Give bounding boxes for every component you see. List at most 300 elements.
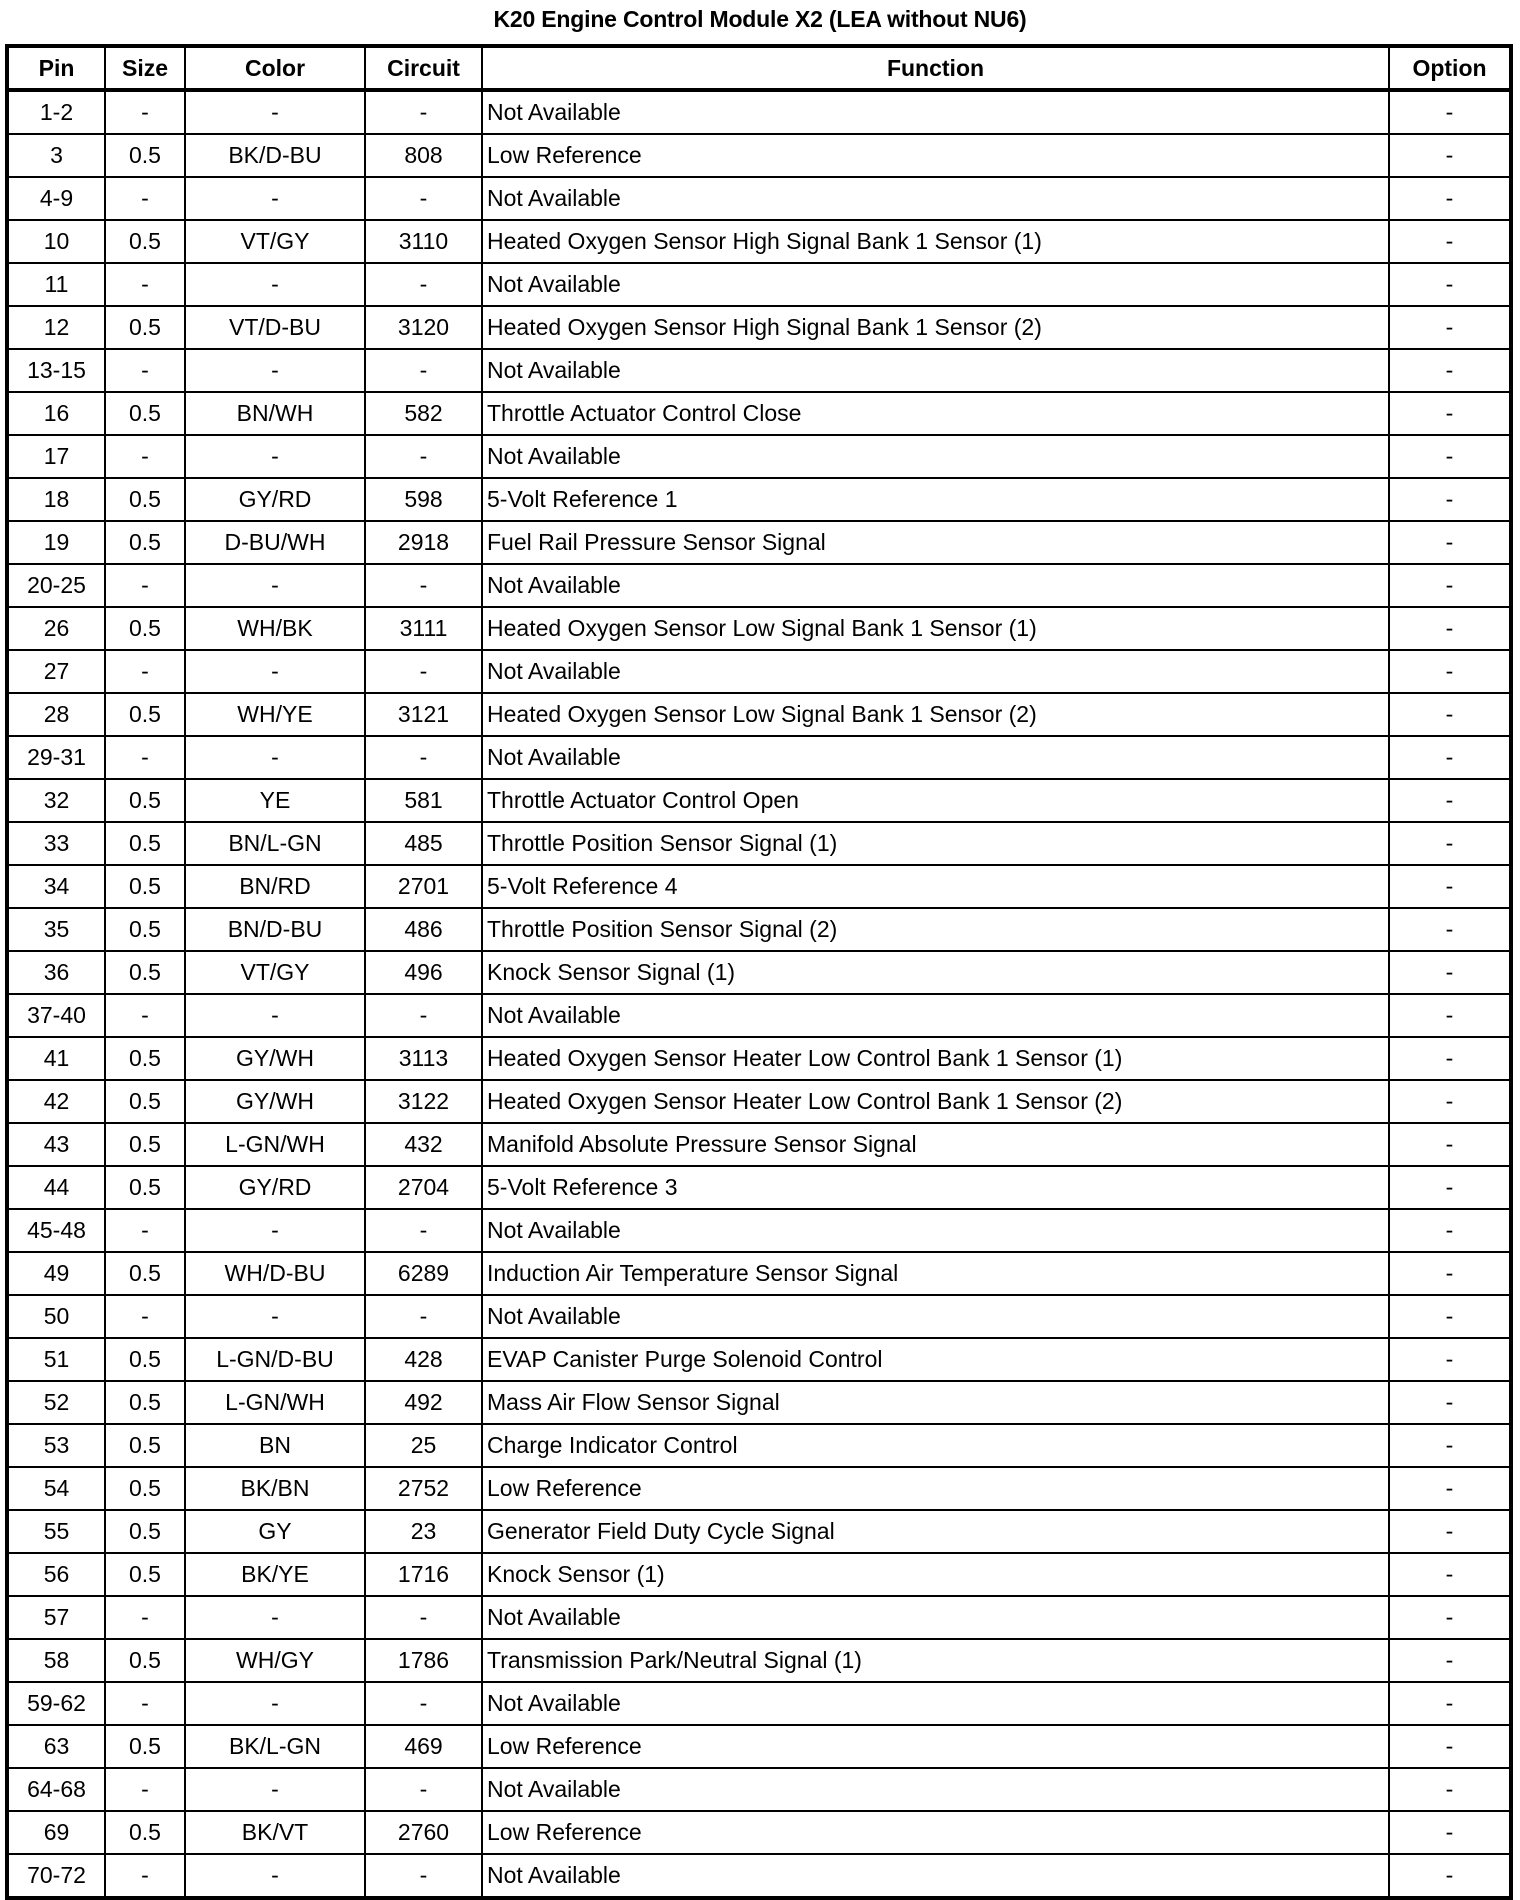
table-row: [7, 177, 1511, 220]
cell-circuit: 469: [365, 1725, 482, 1768]
cell-size: 0.5: [105, 134, 185, 177]
cell-option: -: [1389, 607, 1511, 650]
cell-pin: 17: [7, 435, 105, 478]
cell-circuit: 1716: [365, 1553, 482, 1596]
table-row: [7, 865, 1511, 908]
cell-size: 0.5: [105, 1381, 185, 1424]
cell-pin: 4-9: [7, 177, 105, 220]
cell-pin: 18: [7, 478, 105, 521]
cell-size: -: [105, 994, 185, 1037]
cell-color: -: [185, 435, 365, 478]
cell-size: 0.5: [105, 1338, 185, 1381]
cell-size: 0.5: [105, 521, 185, 564]
cell-pin: 3: [7, 134, 105, 177]
cell-circuit: -: [365, 994, 482, 1037]
cell-pin: 53: [7, 1424, 105, 1467]
cell-color: VT/D-BU: [185, 306, 365, 349]
table-row: [7, 908, 1511, 951]
cell-circuit: 2752: [365, 1467, 482, 1510]
cell-pin: 56: [7, 1553, 105, 1596]
cell-circuit: -: [365, 263, 482, 306]
cell-option: -: [1389, 693, 1511, 736]
cell-option: -: [1389, 736, 1511, 779]
cell-option: -: [1389, 220, 1511, 263]
cell-color: -: [185, 1295, 365, 1338]
table-row: [7, 779, 1511, 822]
cell-color: BN: [185, 1424, 365, 1467]
cell-color: D-BU/WH: [185, 521, 365, 564]
cell-color: -: [185, 90, 365, 134]
cell-function: EVAP Canister Purge Solenoid Control: [482, 1338, 1389, 1381]
cell-color: VT/GY: [185, 220, 365, 263]
cell-circuit: -: [365, 1768, 482, 1811]
cell-size: 0.5: [105, 1123, 185, 1166]
cell-option: -: [1389, 521, 1511, 564]
cell-pin: 50: [7, 1295, 105, 1338]
cell-option: -: [1389, 650, 1511, 693]
cell-size: 0.5: [105, 607, 185, 650]
cell-function: 5-Volt Reference 1: [482, 478, 1389, 521]
cell-color: -: [185, 564, 365, 607]
table-row: [7, 134, 1511, 177]
table-row: [7, 1682, 1511, 1725]
cell-color: VT/GY: [185, 951, 365, 994]
cell-circuit: 3111: [365, 607, 482, 650]
table-row: [7, 693, 1511, 736]
cell-option: -: [1389, 1467, 1511, 1510]
cell-color: -: [185, 650, 365, 693]
cell-circuit: 492: [365, 1381, 482, 1424]
cell-function: Not Available: [482, 736, 1389, 779]
cell-pin: 33: [7, 822, 105, 865]
cell-option: -: [1389, 1854, 1511, 1898]
cell-size: -: [105, 90, 185, 134]
cell-size: 0.5: [105, 1424, 185, 1467]
cell-option: -: [1389, 1424, 1511, 1467]
cell-option: -: [1389, 1553, 1511, 1596]
pinout-table: [5, 44, 1513, 1900]
cell-option: -: [1445, 99, 1454, 125]
page-title: K20 Engine Control Module X2 (LEA without NU6): [493, 6, 1027, 32]
cell-size: -: [105, 1596, 185, 1639]
cell-function: Not Available: [482, 994, 1389, 1037]
cell-pin: 35: [7, 908, 105, 951]
table-row: [7, 1123, 1511, 1166]
cell-color: BK/D-BU: [185, 134, 365, 177]
cell-function: Heated Oxygen Sensor Heater Low Control Bank 1 Sensor (2): [482, 1080, 1389, 1123]
cell-size: 0.5: [105, 478, 185, 521]
cell-option: -: [1389, 1252, 1511, 1295]
cell-option: -: [1389, 1811, 1511, 1854]
cell-color: BK/YE: [185, 1553, 365, 1596]
cell-pin: 64-68: [7, 1768, 105, 1811]
table-row: [7, 1166, 1511, 1209]
table-row: [7, 736, 1511, 779]
cell-circuit: 3113: [365, 1037, 482, 1080]
cell-option: -: [1389, 349, 1511, 392]
table-row: [7, 1553, 1511, 1596]
cell-function: Transmission Park/Neutral Signal (1): [482, 1639, 1389, 1682]
cell-size: -: [105, 435, 185, 478]
cell-size: -: [105, 1854, 185, 1898]
cell-option: -: [1389, 1725, 1511, 1768]
cell-color: BN/WH: [185, 392, 365, 435]
cell-size: -: [105, 263, 185, 306]
cell-size: 0.5: [105, 865, 185, 908]
cell-color: GY/RD: [185, 478, 365, 521]
cell-function: Not Available: [482, 435, 1389, 478]
cell-color: YE: [185, 779, 365, 822]
cell-color: -: [185, 263, 365, 306]
cell-function: Low Reference: [482, 1467, 1389, 1510]
cell-size: 0.5: [105, 693, 185, 736]
cell-size: 0.5: [105, 306, 185, 349]
cell-option: -: [1389, 908, 1511, 951]
cell-size: 0.5: [105, 1811, 185, 1854]
cell-pin: 69: [7, 1811, 105, 1854]
cell-function: Throttle Actuator Control Open: [482, 779, 1389, 822]
cell-pin: 55: [7, 1510, 105, 1553]
cell-function: Not Available: [482, 1295, 1389, 1338]
cell-size: -: [105, 1209, 185, 1252]
cell-circuit: -: [365, 564, 482, 607]
table-row: [7, 1467, 1511, 1510]
cell-option: -: [1389, 1596, 1511, 1639]
cell-function: Heated Oxygen Sensor Heater Low Control Bank 1 Sensor (1): [482, 1037, 1389, 1080]
table-row: [7, 263, 1511, 306]
cell-option: -: [1389, 1037, 1511, 1080]
cell-function: 5-Volt Reference 3: [482, 1166, 1389, 1209]
cell-circuit: -: [365, 435, 482, 478]
cell-circuit: 2760: [365, 1811, 482, 1854]
cell-circuit: 1786: [365, 1639, 482, 1682]
cell-option: -: [1389, 1295, 1511, 1338]
cell-option: -: [1389, 994, 1511, 1037]
table-row: [7, 1338, 1511, 1381]
cell-pin: 28: [7, 693, 105, 736]
cell-option: -: [1389, 1080, 1511, 1123]
cell-function: Not Available: [482, 177, 1389, 220]
cell-function: Low Reference: [482, 134, 1389, 177]
table-row: [7, 564, 1511, 607]
cell-size: 0.5: [105, 951, 185, 994]
cell-function: Not Available: [482, 349, 1389, 392]
table-row: [7, 435, 1511, 478]
cell-option: -: [1389, 478, 1511, 521]
cell-option: -: [1389, 1768, 1511, 1811]
cell-size: 0.5: [105, 1037, 185, 1080]
cell-pin: 34: [7, 865, 105, 908]
table-row: [7, 951, 1511, 994]
cell-size: 0.5: [105, 1553, 185, 1596]
cell-color: -: [185, 1209, 365, 1252]
cell-option: -: [1389, 134, 1511, 177]
cell-color: BN/L-GN: [185, 822, 365, 865]
cell-circuit: 486: [365, 908, 482, 951]
cell-size: 0.5: [105, 1080, 185, 1123]
cell-pin: 58: [7, 1639, 105, 1682]
cell-size: 0.5: [105, 779, 185, 822]
table-row: [7, 392, 1511, 435]
table-row: [7, 306, 1511, 349]
cell-pin: 11: [7, 263, 105, 306]
cell-option: -: [1389, 822, 1511, 865]
cell-option: -: [1389, 263, 1511, 306]
cell-color: GY: [185, 1510, 365, 1553]
table-row: [7, 478, 1511, 521]
cell-color: -: [185, 177, 365, 220]
cell-size: 0.5: [105, 1467, 185, 1510]
table-row: [7, 1252, 1511, 1295]
cell-pin: 16: [7, 392, 105, 435]
cell-color: BK/BN: [185, 1467, 365, 1510]
cell-option: -: [1389, 435, 1511, 478]
table-row: [7, 1510, 1511, 1553]
cell-function: Throttle Position Sensor Signal (1): [482, 822, 1389, 865]
cell-function: Not Available: [482, 1682, 1389, 1725]
cell-size: 0.5: [105, 220, 185, 263]
cell-option: -: [1389, 1209, 1511, 1252]
cell-pin: 54: [7, 1467, 105, 1510]
cell-option: -: [1389, 951, 1511, 994]
table-row: [7, 1424, 1511, 1467]
cell-option: -: [1389, 1166, 1511, 1209]
cell-circuit: 2701: [365, 865, 482, 908]
cell-option: -: [1389, 177, 1511, 220]
header-pin: Pin: [7, 46, 105, 90]
cell-color: WH/YE: [185, 693, 365, 736]
cell-circuit: -: [365, 1596, 482, 1639]
table-row: [7, 1596, 1511, 1639]
cell-size: 0.5: [105, 392, 185, 435]
cell-circuit: 432: [365, 1123, 482, 1166]
cell-color: BN/RD: [185, 865, 365, 908]
cell-pin: 42: [7, 1080, 105, 1123]
table-row: [7, 1037, 1511, 1080]
cell-color: GY/WH: [185, 1080, 365, 1123]
cell-color: L-GN/WH: [185, 1123, 365, 1166]
header-circuit: Circuit: [365, 46, 482, 90]
table-row: [7, 1639, 1511, 1682]
cell-function: Fuel Rail Pressure Sensor Signal: [482, 521, 1389, 564]
cell-size: 0.5: [105, 1725, 185, 1768]
cell-color: WH/GY: [185, 1639, 365, 1682]
cell-pin: 45-48: [7, 1209, 105, 1252]
cell-pin: 29-31: [7, 736, 105, 779]
cell-color: -: [185, 736, 365, 779]
cell-option: -: [1389, 865, 1511, 908]
cell-function: Knock Sensor (1): [482, 1553, 1389, 1596]
cell-function: Not Available: [482, 1768, 1389, 1811]
cell-circuit: -: [365, 177, 482, 220]
header-option: Option: [1389, 46, 1511, 90]
cell-function: 5-Volt Reference 4: [482, 865, 1389, 908]
cell-color: -: [185, 1854, 365, 1898]
cell-color: BK/VT: [185, 1811, 365, 1854]
cell-color: -: [185, 349, 365, 392]
cell-function: Not Available: [482, 263, 1389, 306]
cell-size: -: [105, 1682, 185, 1725]
cell-size: -: [105, 736, 185, 779]
header-function: Function: [482, 46, 1389, 90]
cell-circuit: 25: [365, 1424, 482, 1467]
cell-function: Not Available: [482, 1854, 1389, 1898]
cell-circuit: -: [365, 1854, 482, 1898]
cell-color: -: [185, 1768, 365, 1811]
cell-option: -: [1389, 1510, 1511, 1553]
table-row: [7, 994, 1511, 1037]
cell-size: 0.5: [105, 1166, 185, 1209]
cell-function: Heated Oxygen Sensor High Signal Bank 1 Sensor (2): [482, 306, 1389, 349]
cell-pin: 44: [7, 1166, 105, 1209]
cell-color: BK/L-GN: [185, 1725, 365, 1768]
cell-circuit: 2918: [365, 521, 482, 564]
table-row: [7, 1080, 1511, 1123]
cell-circuit: -: [365, 1682, 482, 1725]
cell-function: Not Available: [482, 90, 1389, 134]
cell-circuit: 598: [365, 478, 482, 521]
cell-pin: 13-15: [7, 349, 105, 392]
table-row: [7, 1209, 1511, 1252]
cell-option: -: [1389, 1639, 1511, 1682]
cell-pin: 57: [7, 1596, 105, 1639]
table-row: [7, 650, 1511, 693]
cell-color: -: [185, 1682, 365, 1725]
cell-color: L-GN/D-BU: [185, 1338, 365, 1381]
cell-size: -: [105, 177, 185, 220]
table-row: [7, 1811, 1511, 1854]
cell-function: Heated Oxygen Sensor High Signal Bank 1 Sensor (1): [482, 220, 1389, 263]
cell-function: Generator Field Duty Cycle Signal: [482, 1510, 1389, 1553]
cell-pin: 41: [7, 1037, 105, 1080]
cell-circuit: 3120: [365, 306, 482, 349]
cell-option: -: [1389, 1123, 1511, 1166]
cell-circuit: -: [365, 736, 482, 779]
cell-color: GY/RD: [185, 1166, 365, 1209]
table-row: [7, 220, 1511, 263]
cell-color: -: [185, 994, 365, 1037]
cell-size: -: [105, 1768, 185, 1811]
cell-pin: 49: [7, 1252, 105, 1295]
cell-pin: 37-40: [7, 994, 105, 1037]
cell-function: Manifold Absolute Pressure Sensor Signal: [482, 1123, 1389, 1166]
cell-circuit: 23: [365, 1510, 482, 1553]
cell-pin: 26: [7, 607, 105, 650]
cell-function: Heated Oxygen Sensor Low Signal Bank 1 Sensor (1): [482, 607, 1389, 650]
cell-pin: 1-2: [7, 90, 105, 134]
cell-pin: 10: [7, 220, 105, 263]
cell-circuit: 3110: [365, 220, 482, 263]
cell-circuit: 428: [365, 1338, 482, 1381]
cell-function: Not Available: [482, 1596, 1389, 1639]
cell-circuit: 3122: [365, 1080, 482, 1123]
cell-pin: 52: [7, 1381, 105, 1424]
table-row: [7, 521, 1511, 564]
cell-size: -: [105, 650, 185, 693]
cell-function: Not Available: [482, 564, 1389, 607]
table-row: [7, 1295, 1511, 1338]
cell-circuit: -: [365, 349, 482, 392]
cell-pin: 27: [7, 650, 105, 693]
header-color: Color: [185, 46, 365, 90]
cell-circuit: -: [365, 650, 482, 693]
cell-circuit: -: [365, 1295, 482, 1338]
cell-pin: 36: [7, 951, 105, 994]
table-row: [7, 822, 1511, 865]
cell-option: -: [1389, 1381, 1511, 1424]
table-row: [7, 1725, 1511, 1768]
table-header-row: [7, 46, 1511, 90]
cell-circuit: 2704: [365, 1166, 482, 1209]
cell-function: Charge Indicator Control: [482, 1424, 1389, 1467]
cell-circuit: 3121: [365, 693, 482, 736]
cell-option: -: [1389, 1682, 1511, 1725]
cell-color: WH/D-BU: [185, 1252, 365, 1295]
cell-function: Induction Air Temperature Sensor Signal: [482, 1252, 1389, 1295]
table-row: [7, 349, 1511, 392]
cell-option: -: [1389, 564, 1511, 607]
cell-option: -: [1389, 779, 1511, 822]
cell-size: -: [105, 564, 185, 607]
cell-function: Throttle Actuator Control Close: [482, 392, 1389, 435]
cell-pin: 32: [7, 779, 105, 822]
cell-option: -: [1389, 392, 1511, 435]
cell-size: -: [105, 349, 185, 392]
cell-circuit: -: [365, 1209, 482, 1252]
cell-pin: 20-25: [7, 564, 105, 607]
cell-size: 0.5: [105, 1252, 185, 1295]
cell-size: 0.5: [105, 1639, 185, 1682]
cell-circuit: 581: [365, 779, 482, 822]
cell-pin: 43: [7, 1123, 105, 1166]
cell-option: -: [1389, 1338, 1511, 1381]
cell-size: 0.5: [105, 908, 185, 951]
cell-pin: 51: [7, 1338, 105, 1381]
table-row: [7, 1381, 1511, 1424]
cell-circuit: 808: [365, 134, 482, 177]
cell-function: Heated Oxygen Sensor Low Signal Bank 1 Sensor (2): [482, 693, 1389, 736]
cell-color: WH/BK: [185, 607, 365, 650]
cell-function: Not Available: [482, 650, 1389, 693]
cell-color: L-GN/WH: [185, 1381, 365, 1424]
cell-option: -: [1389, 306, 1511, 349]
table-row: [7, 1768, 1511, 1811]
cell-color: -: [185, 1596, 365, 1639]
table-row: [7, 90, 1511, 134]
cell-size: 0.5: [105, 822, 185, 865]
table-row: [7, 1854, 1511, 1898]
cell-pin: 59-62: [7, 1682, 105, 1725]
cell-pin: 70-72: [7, 1854, 105, 1898]
cell-circuit: 6289: [365, 1252, 482, 1295]
cell-pin: 19: [7, 521, 105, 564]
table-row: [7, 607, 1511, 650]
cell-color: GY/WH: [185, 1037, 365, 1080]
cell-function: Not Available: [482, 1209, 1389, 1252]
cell-color: BN/D-BU: [185, 908, 365, 951]
cell-circuit: 485: [365, 822, 482, 865]
table-body: [7, 90, 1511, 1898]
cell-circuit: -: [365, 90, 482, 134]
cell-function: Low Reference: [482, 1725, 1389, 1768]
cell-circuit: 582: [365, 392, 482, 435]
header-size: Size: [105, 46, 185, 90]
cell-pin: 12: [7, 306, 105, 349]
cell-function: Mass Air Flow Sensor Signal: [482, 1381, 1389, 1424]
cell-size: -: [105, 1295, 185, 1338]
cell-function: Low Reference: [482, 1811, 1389, 1854]
cell-function: Throttle Position Sensor Signal (2): [482, 908, 1389, 951]
